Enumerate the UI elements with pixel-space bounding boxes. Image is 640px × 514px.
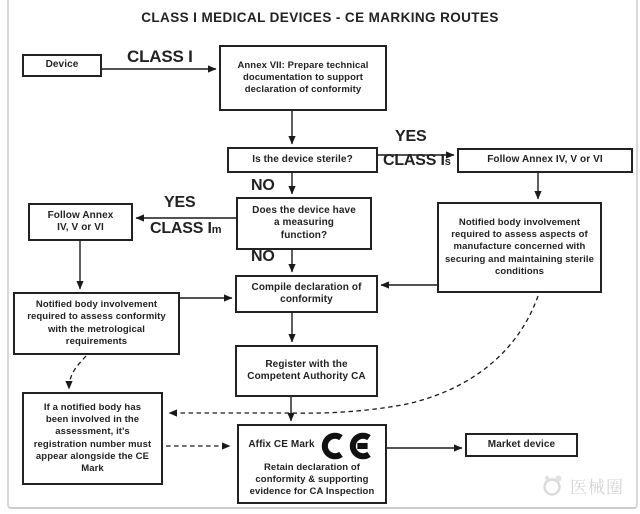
dashed-arrow-metrology-to-note xyxy=(69,356,86,389)
affix-retain-text: Retain declaration of conformity & supporting evidence for CA Inspection xyxy=(249,461,375,497)
label-class-i: CLASS I xyxy=(127,47,193,66)
affix-ce-mark-label: Affix CE Mark xyxy=(248,439,315,451)
node-notified-body-metrology: Notified body involvement required to assess conformity with the metrological requirements xyxy=(13,292,180,355)
label-class-is: CLASS Is xyxy=(383,152,451,169)
page-title: CLASS I MEDICAL DEVICES - CE MARKING ROUTES xyxy=(141,10,499,25)
node-affix-ce-mark xyxy=(237,424,387,504)
node-notified-body-note: If a notified body has been involved in the assessment, it's registration number must appear alongside the CE Mark xyxy=(22,392,163,485)
label-yes-top: YES xyxy=(395,128,427,145)
watermark-logo-icon xyxy=(541,472,565,498)
label-no-bottom: NO xyxy=(251,248,275,265)
node-follow-annex-left: Follow Annex IV, V or VI xyxy=(28,203,133,241)
node-market-device: Market device xyxy=(465,433,578,457)
ce-mark-icon xyxy=(320,431,376,461)
node-device: Device xyxy=(22,54,102,77)
node-follow-annex-right: Follow Annex IV, V or VI xyxy=(457,148,633,173)
node-register-ca: Register with the Competent Authority CA xyxy=(235,345,378,397)
watermark xyxy=(541,472,624,498)
node-sterile-question: Is the device sterile? xyxy=(227,147,378,173)
node-notified-body-sterile: Notified body involvement required to assess aspects of manufacture concerned with securing and maintaining sterile conditions xyxy=(437,202,602,293)
node-annex-vii: Annex VII: Prepare technical documentation to support declaration of conformity xyxy=(219,45,387,111)
watermark-text: 医械圈 xyxy=(570,477,624,497)
label-no-top: NO xyxy=(251,177,275,194)
label-yes-left: YES xyxy=(164,194,196,211)
label-class-im: CLASS Im xyxy=(150,220,222,237)
node-measuring-question: Does the device have a measuring function? xyxy=(236,197,372,250)
node-compile-declaration: Compile declaration of conformity xyxy=(235,275,378,313)
